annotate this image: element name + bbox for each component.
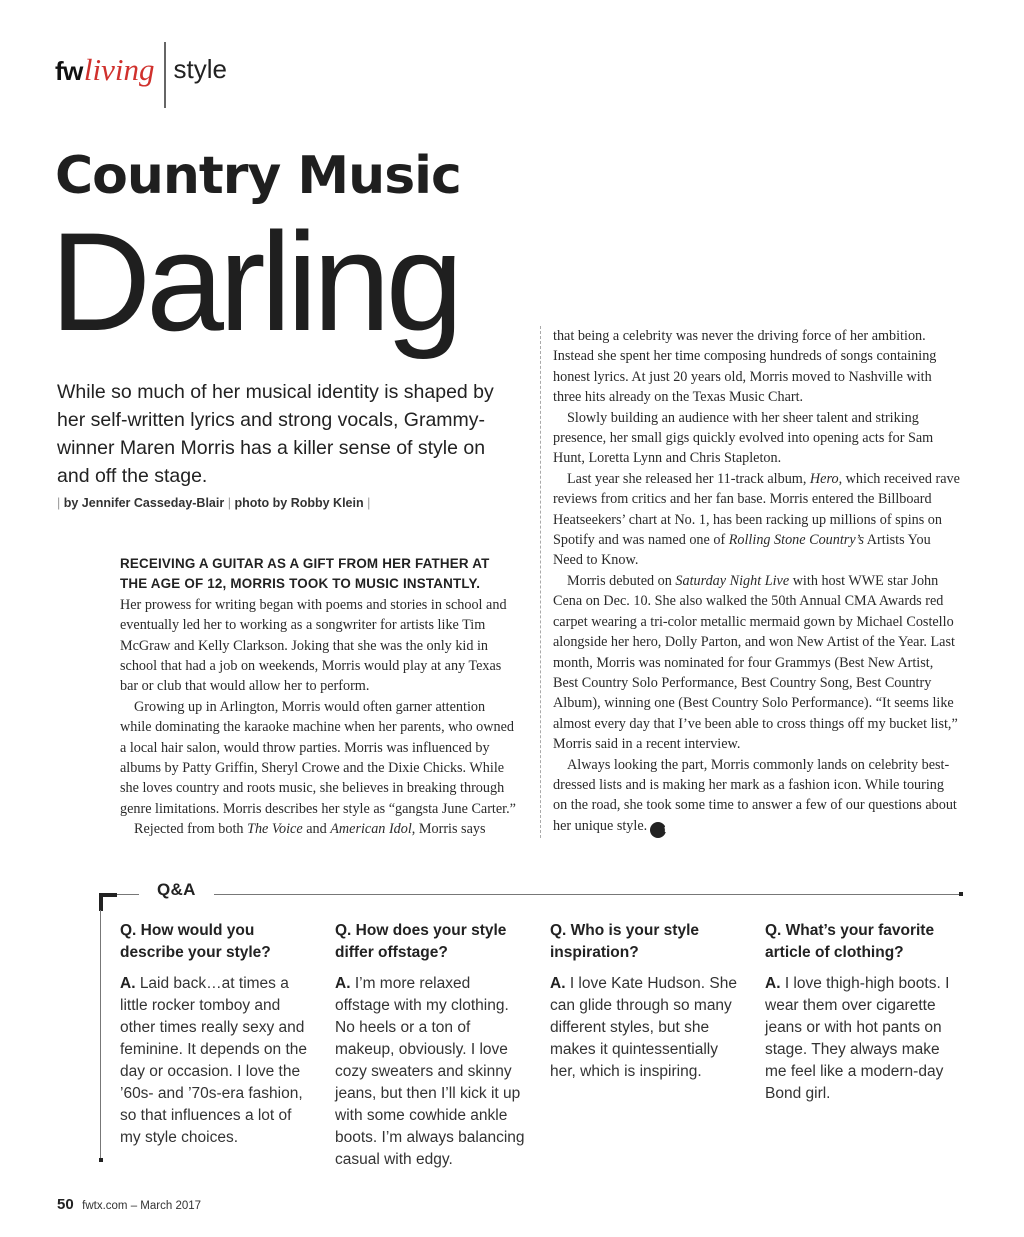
text-run: , which received rave reviews from critics and her fan base. Morris entered the Billboard Heatseekers’ chart at No. 1, has been racking up millions of spins on Spotify and was named one of xyxy=(553,470,960,549)
section-masthead xyxy=(55,42,227,108)
text-run: Morris debuted on xyxy=(567,572,676,589)
text-run: , Morris says xyxy=(411,821,486,838)
qa-answer xyxy=(550,973,742,1083)
qa-question: Q. How does your style differ offstage? xyxy=(335,922,507,961)
qa-end-mark xyxy=(959,892,963,896)
footer-info: fwtx.com – March 2017 xyxy=(82,1200,202,1212)
body-paragraph: Her prowess for writing began with poems and stories in school and eventually led her to working as a songwriter for artists like Tim McGraw and Kelly Clarkson. Joking that she was the only kid in school that had a job on weekends, Morris would play at any Texas bar or club that would allow her to perform. xyxy=(120,596,507,695)
qa-question: Q. How would you describe your style? xyxy=(120,922,271,961)
qa-answer-prefix: A. xyxy=(335,975,351,992)
body-paragraph: Growing up in Arlington, Morris would often garner attention while dominating the karaoke machine when her parents, who owned a local hair salon, would throw parties. Morris was influenced by albums by Patty Griffin, Sheryl Crowe and the Dixie Chicks. While she loves country and roots music, she believes in breaking through genre limitations. Morris describes her style as “gangsta June Carter.” xyxy=(120,698,516,817)
logo-fw: fw xyxy=(55,56,83,86)
byline-separator: | xyxy=(367,496,371,510)
qa-item xyxy=(765,920,957,1105)
qa-answer-text: I love thigh-high boots. I wear them over cigarette jeans or with hot pants on stage. They always make me feel like a modern-day Bond girl. xyxy=(765,975,950,1102)
text-run: Last year she released her 11-track album, xyxy=(567,470,810,487)
show-title: The Voice xyxy=(247,821,303,838)
qa-answer-text: Laid back…at times a little rocker tomboy and other times really sexy and feminine. It depends on the day or occasion. I love the ’60s- and ’70s-era fashion, so that influences a lot of my style choices. xyxy=(120,975,307,1146)
qa-item xyxy=(120,920,312,1149)
qa-title: Q&A xyxy=(157,880,196,899)
headline-line-2: Darling xyxy=(50,203,459,360)
qa-question: Q. Who is your style inspiration? xyxy=(550,922,699,961)
qa-answer-text: I’m more relaxed offstage with my clothing. No heels or a ton of makeup, obviously. I love cozy sweaters and skinny jeans, but then I’ll kick it up with some cowhide ankle boots. I’m always balancing casual with edgy. xyxy=(335,975,525,1168)
text-run: Rejected from both xyxy=(134,821,248,838)
logo-living: living xyxy=(83,52,155,87)
body-paragraph: that being a celebrity was never the driving force of her ambition. Instead she spent her time composing hundreds of songs containing honest lyrics. At just 20 years old, Morris moved to Nashville with three hits already on the Texas Music Chart. xyxy=(553,328,937,406)
qa-corner-mark xyxy=(99,893,103,911)
article-dek: While so much of her musical identity is shaped by her self-written lyrics and strong vocals, Grammy-winner Maren Morris has a killer sense of style on and off the stage. xyxy=(57,381,494,487)
qa-answer xyxy=(765,973,957,1105)
byline-photo-credit: photo by Robby Klein xyxy=(234,496,364,510)
qa-answer-prefix: A. xyxy=(120,975,136,992)
qa-item xyxy=(335,920,527,1171)
qa-heading xyxy=(139,880,214,900)
masthead-divider xyxy=(164,42,166,108)
body-paragraph xyxy=(120,819,520,839)
publication-title: Rolling Stone Country’s xyxy=(728,532,865,549)
body-paragraph: Slowly building an audience with her sheer talent and striking presence, her small gigs quickly evolved into opening acts for Sam Hunt, Loretta Lynn and Chris Stapleton. xyxy=(553,409,934,467)
byline-separator: | xyxy=(57,496,61,510)
byline xyxy=(57,496,370,510)
show-title: American Idol xyxy=(330,821,412,838)
byline-separator: | xyxy=(227,496,231,510)
show-title: Saturday Night Live xyxy=(675,572,790,589)
body-column-left xyxy=(120,554,520,840)
qa-end-mark xyxy=(99,1158,103,1162)
body-paragraph xyxy=(553,571,960,755)
section-label: style xyxy=(173,54,227,84)
qa-answer-prefix: A. xyxy=(765,975,781,992)
text-run: Artists You Need to Know. xyxy=(553,532,931,569)
page-footer xyxy=(57,1196,201,1214)
body-column-right xyxy=(540,326,960,838)
body-paragraph xyxy=(553,755,960,838)
byline-author: by Jennifer Casseday-Blair xyxy=(63,496,225,510)
qa-answer-prefix: A. xyxy=(550,975,566,992)
qa-answer-text: I love Kate Hudson. She can glide through so many different styles, but she makes it quintessentially her, which is inspiring. xyxy=(550,975,737,1080)
magazine-logo xyxy=(55,42,155,88)
qa-answer xyxy=(120,973,312,1149)
lead-paragraph: RECEIVING A GUITAR AS A GIFT FROM HER FATHER AT THE AGE OF 12, MORRIS TOOK TO MUSIC INSTANTLY. xyxy=(120,556,490,592)
qa-question: Q. What’s your favorite article of clothing? xyxy=(765,922,935,961)
page-number: 50 xyxy=(57,1196,74,1213)
text-run: with host WWE star John Cena on Dec. 10. She also walked the 50th Annual CMA Awards red carpet wearing a tri-color metallic mermaid gown by Michael Costello alongside her hero, Dolly Parton, and won New Artist of the Year. Last month, Morris was nominated for four Grammys (Best New Artist, Best Country Solo Performance, Best Country Song, Best Country Album), winning one (Best Country Solo Performance). “It seems like almost every day that I’ve been able to cross things off my bucket list,” Morris said in a recent interview. xyxy=(553,572,958,753)
qa-item xyxy=(550,920,742,1083)
qa-section xyxy=(99,880,963,1168)
qa-top-rule xyxy=(99,894,963,895)
qa-answer xyxy=(335,973,527,1171)
body-paragraph xyxy=(553,469,960,571)
text-run: Always looking the part, Morris commonly lands on celebrity best-dressed lists and is making her mark as a fashion icon. While touring on the road, she took some time to answer a few of our questions about her unique style. xyxy=(553,756,957,834)
end-of-article-icon: fw xyxy=(650,822,666,838)
headline-line-1: Country Music xyxy=(55,146,461,206)
album-title: Hero xyxy=(809,470,839,487)
qa-left-rule xyxy=(100,910,101,1158)
text-run: and xyxy=(302,821,331,838)
